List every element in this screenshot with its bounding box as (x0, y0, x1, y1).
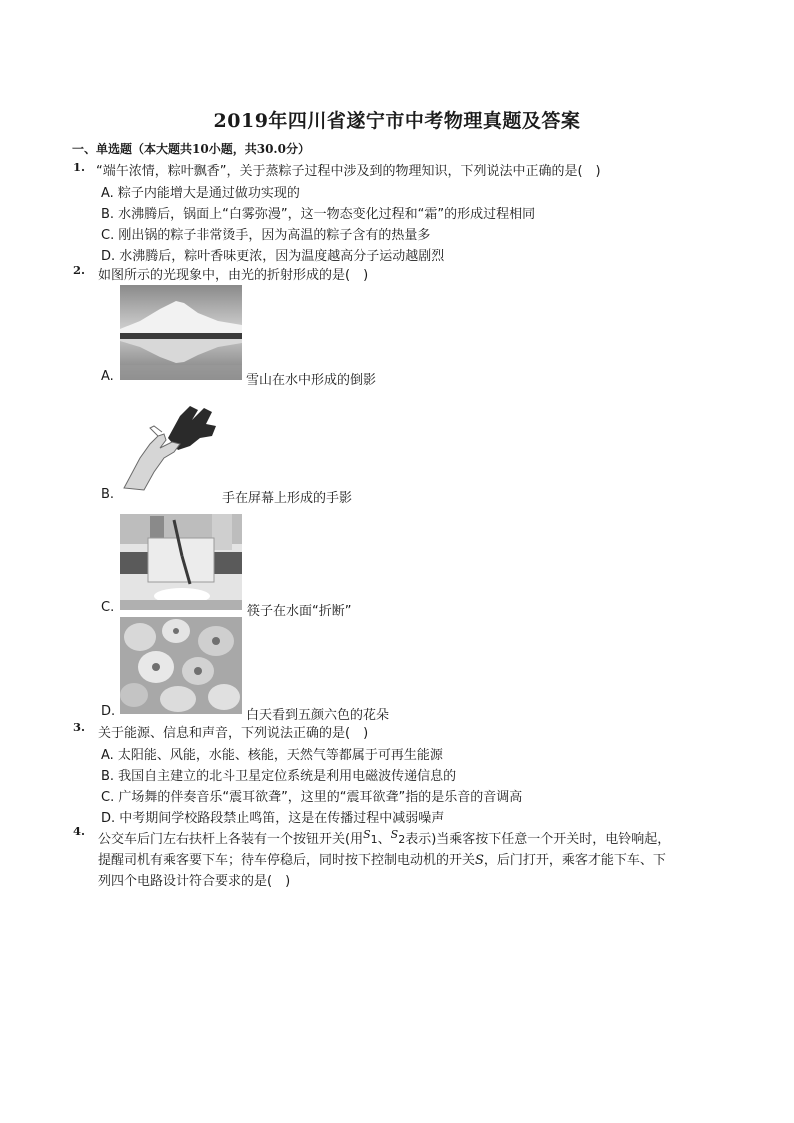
question-3-number: 3. (73, 720, 86, 734)
question-1-option-a: A. 粽子内能增大是通过做功实现的 (101, 186, 300, 201)
question-3-stem: 关于能源、信息和声音，下列说法正确的是( ) (98, 726, 369, 741)
question-3-option-a: A. 太阳能、风能，水能、核能，天然气等都属于可再生能源 (101, 748, 443, 763)
question-4-line1-a: 公交车后门左右扶杆上各装有一个按钮开关(用 (98, 832, 364, 847)
question-4-line1-b: 表示)当乘客按下任意一个开关时，电铃响起， (405, 832, 671, 847)
switch-s1-subscript: 1 (370, 833, 378, 846)
question-2-option-a-text: 雪山在水中形成的倒影 (246, 373, 377, 388)
section-suffix: 分） (285, 142, 310, 156)
question-3-option-c: C. 广场舞的伴奏音乐“震耳欲聋”，这里的“震耳欲聋”指的是乐音的音调高 (101, 790, 523, 805)
question-2-option-a-letter: A. (101, 369, 114, 384)
hand-shadow-image (120, 398, 220, 497)
question-2-stem: 如图所示的光现象中，由光的折射形成的是( ) (98, 268, 369, 283)
switch-s2-subscript: 2 (398, 833, 406, 846)
question-1-stem: “端午浓情，粽叶飘香”，关于蒸粽子过程中涉及到的物理知识，下列说法中正确的是( ) (96, 164, 601, 179)
switch-s2-symbol: S (390, 828, 399, 841)
flowers-image (120, 617, 242, 714)
question-4-line2-b: ，后门打开，乘客才能下车、下 (483, 853, 666, 868)
section-header (72, 140, 310, 157)
question-3-option-b: B. 我国自主建立的北斗卫星定位系统是利用电磁波传递信息的 (101, 769, 457, 784)
question-1-option-b: B. 水沸腾后，锅面上“白雾弥漫”，这一物态变化过程和“霜”的形成过程相同 (101, 207, 536, 222)
question-4-sep: 、 (377, 832, 391, 847)
switch-s-symbol: S (475, 853, 484, 868)
question-4-stem-line-1 (98, 828, 670, 847)
chopsticks-in-water-image (120, 514, 242, 610)
question-2-option-b-text: 手在屏幕上形成的手影 (222, 491, 353, 506)
question-4-stem-line-2 (98, 849, 666, 868)
question-2-option-b-letter: B. (101, 487, 115, 502)
question-2-option-c-letter: C. (101, 600, 115, 615)
question-3-option-d: D. 中考期间学校路段禁止鸣笛，这是在传播过程中减弱噪声 (101, 811, 445, 826)
question-1-option-c: C. 刚出锅的粽子非常烫手，因为高温的粽子含有的热量多 (101, 228, 431, 243)
question-2-option-c-text: 筷子在水面“折断” (247, 604, 352, 619)
question-1-option-d: D. 水沸腾后，粽叶香味更浓，因为温度越高分子运动越剧烈 (101, 249, 445, 264)
question-2-option-d-letter: D. (101, 704, 116, 719)
switch-s1-symbol: S (363, 828, 371, 841)
question-1-number: 1. (73, 160, 86, 174)
question-4-number: 4. (73, 824, 86, 838)
question-4-line2-a: 提醒司机有乘客要下车；待车停稳后，同时按下控制电动机的开关 (98, 853, 476, 868)
question-4-stem-line-3: 列四个电路设计符合要求的是( ) (98, 874, 291, 889)
section-prefix: 一、单选题（本大题共 (72, 142, 193, 156)
question-2-number: 2. (73, 263, 86, 277)
section-mid: 小题，共 (208, 142, 257, 156)
section-score: 30.0 (256, 142, 286, 156)
page-title: 2019年四川省遂宁市中考物理真题及答案 (213, 110, 581, 132)
snow-mountain-reflection-image (120, 285, 242, 380)
section-count: 10 (192, 142, 209, 156)
question-2-option-d-text: 白天看到五颜六色的花朵 (246, 708, 390, 723)
